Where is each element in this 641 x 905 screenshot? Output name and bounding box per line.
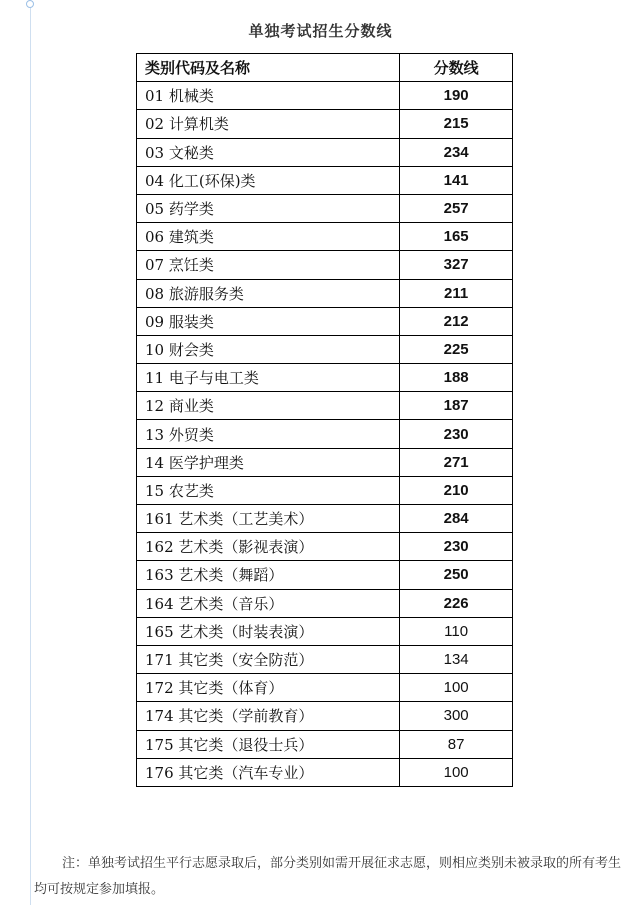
score-cell: 234	[400, 138, 513, 166]
category-cell: 175 其它类（退役士兵）	[137, 730, 400, 758]
table-row	[137, 674, 513, 702]
header-score: 分数线	[400, 54, 513, 82]
table-row	[137, 110, 513, 138]
score-cell: 134	[400, 645, 513, 673]
category-cell: 07 烹饪类	[137, 251, 400, 279]
score-cell: 225	[400, 335, 513, 363]
score-cell: 212	[400, 307, 513, 335]
score-cell: 165	[400, 223, 513, 251]
score-cell: 271	[400, 448, 513, 476]
category-cell: 08 旅游服务类	[137, 279, 400, 307]
category-cell: 163 艺术类（舞蹈）	[137, 561, 400, 589]
table-row	[137, 533, 513, 561]
table-row	[137, 589, 513, 617]
table-row	[137, 476, 513, 504]
score-cell: 100	[400, 758, 513, 786]
score-table	[136, 53, 513, 787]
score-cell: 284	[400, 505, 513, 533]
table-row	[137, 448, 513, 476]
table-row	[137, 730, 513, 758]
score-cell: 257	[400, 194, 513, 222]
table-row	[137, 505, 513, 533]
table-row	[137, 82, 513, 110]
table-body	[137, 82, 513, 787]
score-cell: 230	[400, 533, 513, 561]
score-cell: 187	[400, 392, 513, 420]
table-row	[137, 307, 513, 335]
category-cell: 174 其它类（学前教育）	[137, 702, 400, 730]
score-cell: 211	[400, 279, 513, 307]
score-cell: 87	[400, 730, 513, 758]
table-row	[137, 364, 513, 392]
footnote	[34, 851, 630, 903]
score-cell: 190	[400, 82, 513, 110]
category-cell: 172 其它类（体育）	[137, 674, 400, 702]
category-cell: 04 化工(环保)类	[137, 166, 400, 194]
table-row	[137, 279, 513, 307]
category-cell: 164 艺术类（音乐）	[137, 589, 400, 617]
score-cell: 100	[400, 674, 513, 702]
table-row	[137, 561, 513, 589]
table-row	[137, 138, 513, 166]
category-cell: 01 机械类	[137, 82, 400, 110]
category-cell: 162 艺术类（影视表演）	[137, 533, 400, 561]
category-cell: 176 其它类（汽车专业）	[137, 758, 400, 786]
table-row	[137, 645, 513, 673]
table-row	[137, 166, 513, 194]
category-cell: 10 财会类	[137, 335, 400, 363]
table-row	[137, 335, 513, 363]
category-cell: 165 艺术类（时装表演）	[137, 617, 400, 645]
score-cell: 141	[400, 166, 513, 194]
score-cell: 226	[400, 589, 513, 617]
table-row	[137, 617, 513, 645]
category-cell: 02 计算机类	[137, 110, 400, 138]
table-row	[137, 194, 513, 222]
category-cell: 06 建筑类	[137, 223, 400, 251]
category-cell: 171 其它类（安全防范）	[137, 645, 400, 673]
table-row	[137, 223, 513, 251]
score-cell: 210	[400, 476, 513, 504]
frame-dot-icon	[26, 0, 34, 8]
score-cell: 110	[400, 617, 513, 645]
score-cell: 215	[400, 110, 513, 138]
score-cell: 327	[400, 251, 513, 279]
category-cell: 161 艺术类（工艺美术）	[137, 505, 400, 533]
table-row	[137, 251, 513, 279]
table-header-row	[137, 54, 513, 82]
category-cell: 12 商业类	[137, 392, 400, 420]
score-cell: 188	[400, 364, 513, 392]
page-title: 单独考试招生分数线	[248, 22, 393, 40]
table-row	[137, 420, 513, 448]
table-row	[137, 392, 513, 420]
category-cell: 14 医学护理类	[137, 448, 400, 476]
score-cell: 230	[400, 420, 513, 448]
left-frame-line	[30, 6, 31, 905]
category-cell: 09 服装类	[137, 307, 400, 335]
category-cell: 15 农艺类	[137, 476, 400, 504]
score-cell: 300	[400, 702, 513, 730]
table-row	[137, 702, 513, 730]
table-row	[137, 758, 513, 786]
note-text: 注：单独考试招生平行志愿录取后，部分类别如需开展征求志愿，则相应类别未被录取的所有考生均可按规定参加填报。	[34, 856, 622, 897]
category-cell: 13 外贸类	[137, 420, 400, 448]
header-category: 类别代码及名称	[137, 54, 400, 82]
category-cell: 11 电子与电工类	[137, 364, 400, 392]
category-cell: 03 文秘类	[137, 138, 400, 166]
category-cell: 05 药学类	[137, 194, 400, 222]
score-cell: 250	[400, 561, 513, 589]
